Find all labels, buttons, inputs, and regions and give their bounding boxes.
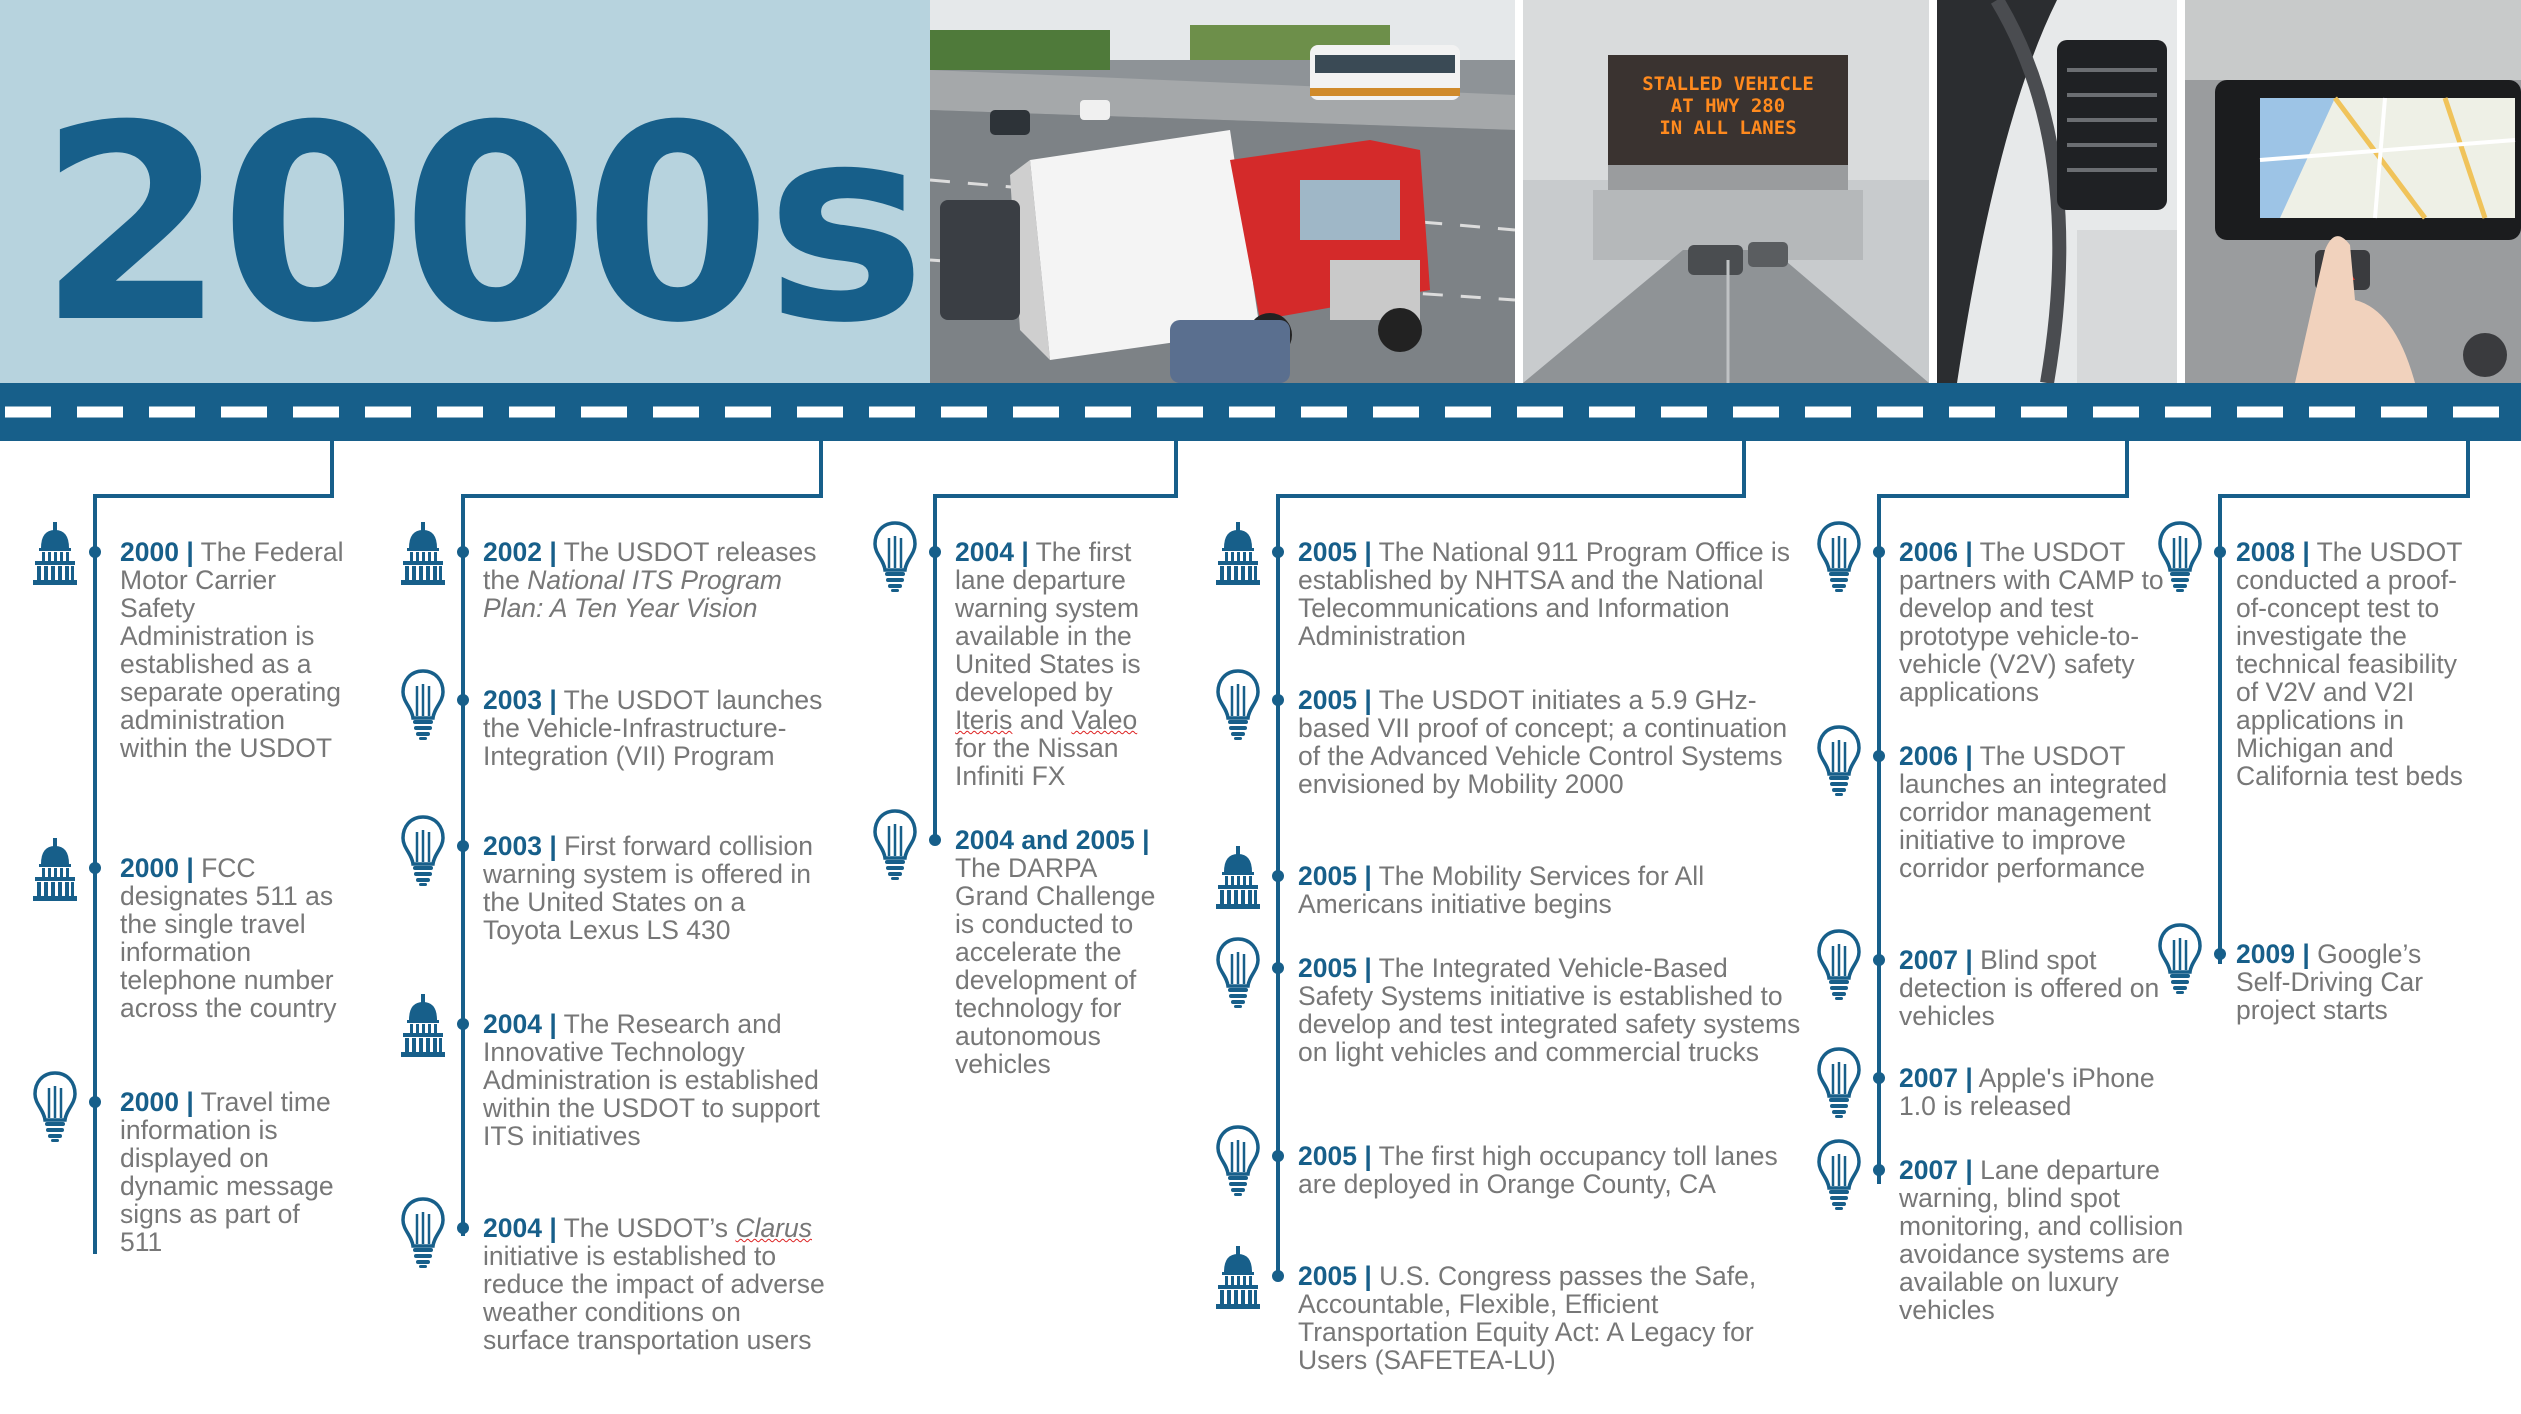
connector-1	[330, 441, 334, 497]
connector-2-h	[461, 494, 823, 498]
timeline-entry	[1899, 1156, 2184, 1324]
sign-line-1: STALLED VEHICLE	[1642, 73, 1814, 95]
timeline-entry	[120, 538, 345, 762]
lightbulb-icon	[400, 814, 446, 888]
entry-text: The USDOT releases the	[483, 537, 817, 595]
entry-text: The Research and Innovative Technology Administration is established within the USDOT to support ITS initiatives	[483, 1009, 820, 1151]
entry-year: 2007 |	[1899, 1063, 1973, 1093]
entry-title-italic: National ITS Program Plan: A Ten Year Vision	[483, 565, 782, 623]
lightbulb-icon	[1816, 1046, 1862, 1120]
timeline-line-2	[461, 494, 465, 1236]
entry-text: The DARPA Grand Challenge is conducted to accelerate the development of technology for autonomous vehicles	[955, 853, 1156, 1079]
timeline-entry	[1298, 538, 1803, 650]
entry-year: 2000 |	[120, 1087, 194, 1117]
entry-year: 2003 |	[483, 831, 557, 861]
entry-year: 2004 and 2005 |	[955, 825, 1150, 855]
entry-year: 2005 |	[1298, 953, 1372, 983]
lightbulb-icon	[32, 1070, 78, 1144]
entry-year: 2008 |	[2236, 537, 2310, 567]
timeline-dot	[1272, 694, 1284, 706]
timeline-dot	[1873, 954, 1885, 966]
timeline-entry	[483, 832, 828, 944]
timeline-dot	[1873, 546, 1885, 558]
entry-text: Blind spot detection is offered on vehicles	[1899, 945, 2160, 1031]
entry-text: initiative is established to reduce the impact of adverse weather conditions on surface transportation users	[483, 1241, 825, 1355]
connector-3	[1174, 441, 1178, 497]
timeline-entry	[483, 1214, 828, 1354]
timeline-dot	[1873, 750, 1885, 762]
timeline-entry	[1899, 946, 2184, 1030]
timeline-entry	[955, 826, 1170, 1078]
connector-4	[1742, 441, 1746, 497]
entry-year: 2004 |	[955, 537, 1029, 567]
entry-text: U.S. Congress passes the Safe, Accountable, Flexible, Efficient Transportation Equity Act: A Legacy for Users (SAFETEA-LU)	[1298, 1261, 1757, 1375]
entry-text: The National 911 Program Office is established by NHTSA and the National Telecommunications and Information Administration	[1298, 537, 1791, 651]
entry-year: 2005 |	[1298, 1141, 1372, 1171]
capitol-icon	[400, 992, 446, 1066]
entry-year: 2005 |	[1298, 1261, 1372, 1291]
timeline-dot	[1873, 1164, 1885, 1176]
timeline-dot	[1873, 1072, 1885, 1084]
entry-text: First forward collision warning system is offered in the United States on a Toyota Lexus LS 430	[483, 831, 813, 945]
timeline-dot	[2214, 546, 2226, 558]
entry-year: 2009 |	[2236, 939, 2310, 969]
entry-year: 2003 |	[483, 685, 557, 715]
timeline-dot	[1272, 546, 1284, 558]
capitol-icon	[1215, 1244, 1261, 1318]
entry-text: and	[1012, 705, 1072, 735]
timeline-dot	[1272, 1270, 1284, 1282]
timeline-dot	[1272, 962, 1284, 974]
capitol-icon	[32, 520, 78, 594]
capitol-icon	[32, 836, 78, 910]
connector-6	[2466, 441, 2470, 497]
entry-year: 2004 |	[483, 1009, 557, 1039]
entry-text: The USDOT’s	[556, 1213, 736, 1243]
lightbulb-icon	[872, 808, 918, 882]
timeline-entry	[120, 854, 345, 1022]
connector-2	[819, 441, 823, 497]
timeline-entry	[1899, 742, 2184, 882]
timeline-dot	[1272, 1150, 1284, 1162]
timeline-entry	[1298, 1142, 1803, 1198]
timeline-entry	[483, 538, 828, 622]
timeline-dot	[457, 546, 469, 558]
entry-year: 2005 |	[1298, 861, 1372, 891]
lightbulb-icon	[1816, 520, 1862, 594]
entry-text: The Mobility Services for All Americans initiative begins	[1298, 861, 1705, 919]
timeline-entry	[955, 538, 1170, 790]
timeline-dot	[89, 1096, 101, 1108]
entry-text: The first high occupancy toll lanes are deployed in Orange County, CA	[1298, 1141, 1778, 1199]
lightbulb-icon	[2157, 922, 2203, 996]
entry-text: for the Nissan Infiniti FX	[955, 733, 1119, 791]
lightbulb-icon	[1215, 1124, 1261, 1198]
lightbulb-icon	[1816, 928, 1862, 1002]
capitol-icon	[400, 520, 446, 594]
entry-year: 2006 |	[1899, 741, 1973, 771]
entry-text: The Integrated Vehicle-Based Safety Systems initiative is established to develop and test integrated safety systems on light vehicles and commercial trucks	[1298, 953, 1801, 1067]
entry-text: The USDOT initiates a 5.9 GHz-based VII proof of concept; a continuation of the Advanced Vehicle Control Systems envisioned by Mobility 2000	[1298, 685, 1788, 799]
entry-text: Valeo	[1071, 705, 1138, 735]
lightbulb-icon	[872, 520, 918, 594]
connector-4-h	[1276, 494, 1746, 498]
entry-text: The first lane departure warning system available in the United States is developed by	[955, 537, 1141, 707]
timeline-entry	[483, 686, 828, 770]
connector-5-h	[1877, 494, 2129, 498]
connector-5	[2125, 441, 2129, 497]
capitol-icon	[1215, 520, 1261, 594]
timeline-dot	[457, 1222, 469, 1234]
timeline-entry	[1899, 538, 2184, 706]
car-dashboard-photo	[1937, 0, 2177, 383]
timeline-dot	[457, 1018, 469, 1030]
connector-3-h	[933, 494, 1178, 498]
lightbulb-icon	[2157, 520, 2203, 594]
capitol-icon	[1215, 844, 1261, 918]
lightbulb-icon	[1215, 668, 1261, 742]
timeline-dot	[457, 694, 469, 706]
entry-year: 2002 |	[483, 537, 557, 567]
timeline-line-6	[2218, 494, 2222, 964]
timeline-dot	[1272, 870, 1284, 882]
entry-text: The USDOT launches an integrated corridor management initiative to improve corridor performance	[1899, 741, 2168, 883]
entry-text: Lane departure warning, blind spot monitoring, and collision avoidance systems are available on luxury vehicles	[1899, 1155, 2184, 1325]
lightbulb-icon	[1816, 1138, 1862, 1212]
touchscreen-map-photo	[2185, 0, 2521, 383]
entry-text: Travel time information is displayed on dynamic message signs as part of 511	[120, 1087, 334, 1257]
timeline-entry	[2236, 538, 2481, 790]
timeline-line-1	[93, 494, 97, 1254]
entry-text: Apple's iPhone 1.0 is released	[1899, 1063, 2155, 1121]
timeline-dot	[89, 862, 101, 874]
timeline-dot	[2214, 948, 2226, 960]
entry-year: 2000 |	[120, 537, 194, 567]
message-sign-photo	[1523, 0, 1929, 383]
entry-title-italic: Clarus	[735, 1213, 812, 1243]
timeline-dot	[457, 840, 469, 852]
connector-1-h	[93, 494, 334, 498]
timeline-road	[0, 383, 2521, 441]
entry-year: 2000 |	[120, 853, 194, 883]
timeline-entry	[2236, 940, 2481, 1024]
connector-6-h	[2218, 494, 2470, 498]
timeline-dot	[929, 834, 941, 846]
entry-year: 2006 |	[1899, 537, 1973, 567]
timeline-entry	[483, 1010, 828, 1150]
timeline-dot	[89, 546, 101, 558]
lightbulb-icon	[1816, 724, 1862, 798]
entry-text: The USDOT launches the Vehicle-Infrastructure-Integration (VII) Program	[483, 685, 823, 771]
entry-text: The Federal Motor Carrier Safety Administration is established as a separate operating administration within the USDOT	[120, 537, 344, 763]
entry-year: 2005 |	[1298, 537, 1372, 567]
entry-text: The USDOT conducted a proof-of-concept test to investigate the technical feasibility of V2V and V2I applications in Michigan and California test beds	[2236, 537, 2463, 791]
entry-text: Google’s Self-Driving Car project starts	[2236, 939, 2424, 1025]
timeline-entry	[1298, 686, 1803, 798]
entry-text: The USDOT partners with CAMP to develop and test prototype vehicle-to-vehicle (V2V) safety applications	[1899, 537, 2164, 707]
entry-year: 2007 |	[1899, 945, 1973, 975]
entry-year: 2005 |	[1298, 685, 1372, 715]
lightbulb-icon	[400, 1196, 446, 1270]
timeline-entry	[1298, 1262, 1803, 1374]
entry-text: FCC designates 511 as the single travel information telephone number across the country	[120, 853, 337, 1023]
timeline-dot	[929, 546, 941, 558]
highway-truck-photo	[930, 0, 1515, 383]
lightbulb-icon	[1215, 936, 1261, 1010]
decade-title: 2000s	[38, 67, 921, 382]
entry-year: 2007 |	[1899, 1155, 1973, 1185]
sign-line-3: IN ALL LANES	[1659, 117, 1797, 139]
lightbulb-icon	[400, 668, 446, 742]
timeline-entry	[1298, 954, 1803, 1066]
sign-line-2: AT HWY 280	[1670, 95, 1786, 117]
entry-text: Iteris	[955, 705, 1013, 735]
timeline-entry	[1899, 1064, 2184, 1120]
timeline-entry	[1298, 862, 1803, 918]
timeline-entry	[120, 1088, 345, 1256]
entry-year: 2004 |	[483, 1213, 557, 1243]
